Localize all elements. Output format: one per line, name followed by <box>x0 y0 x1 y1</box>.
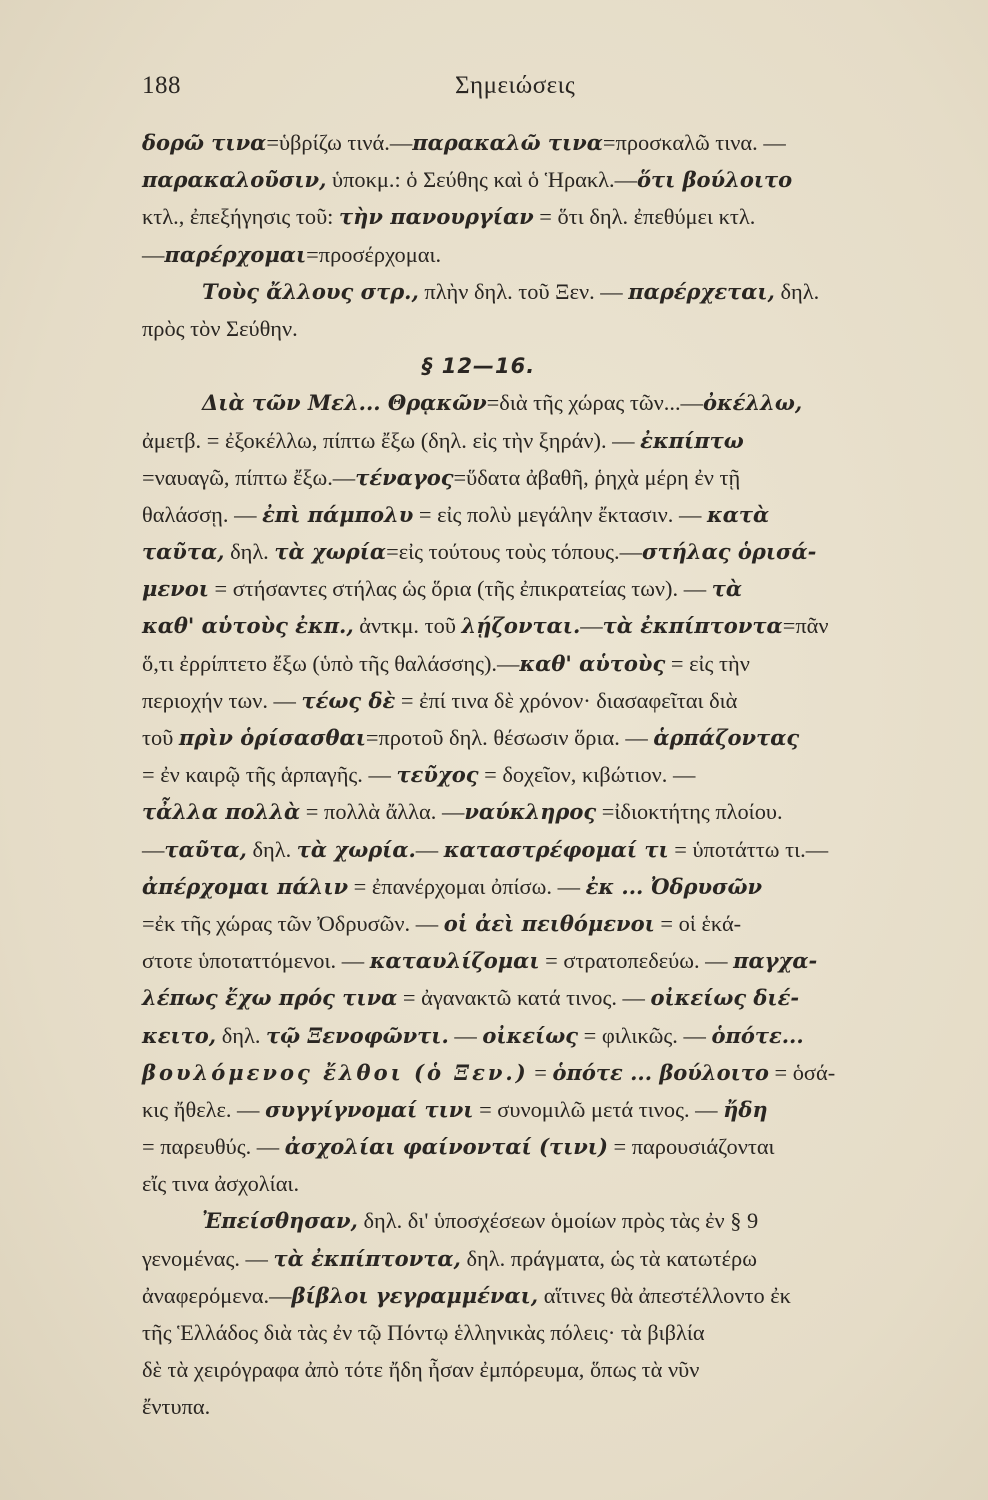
gloss: ἀναφερόμενα.— <box>142 1282 292 1308</box>
text-line <box>142 273 922 310</box>
lemma: ναύκληρος <box>464 799 597 825</box>
gloss: δὲ τὰ χειρόγραφα ἀπὸ τότε ἤδη ἦσαν ἐμπόρευμα, ὅπως τὰ νῦν <box>142 1357 700 1383</box>
lemma: παγχα- <box>733 948 818 974</box>
text-line <box>142 1240 922 1277</box>
gloss: = στήσαντες στήλας ὡς ὅρια (τῆς ἐπικρατείας των). — <box>208 576 712 602</box>
text-line <box>142 347 922 384</box>
gloss: = ὁσά- <box>768 1059 836 1085</box>
gloss: ἀντκμ. τοῦ <box>353 613 462 639</box>
gloss: πρὸς τὸν Σεύθην. <box>142 315 298 341</box>
text-line <box>142 979 922 1016</box>
gloss: =προτοῦ δηλ. θέσωσιν ὅρια. — <box>365 725 654 750</box>
gloss: ἀμετβ. = ἐξοκέλλω, πίπτω ἔξω (δηλ. εἰς τὴν ξηράν). — <box>142 427 641 453</box>
lemma: πρὶν ὁρίσασθαι <box>178 725 366 750</box>
lemma: συγγίγνομαί τινι <box>265 1096 474 1122</box>
gloss: ὅ,τι ἐρρίπτετο ἔξω (ὑπὸ τῆς θαλάσσης).— <box>142 650 520 676</box>
gloss: =εἰς τούτους τοὺς τόπους.— <box>386 539 643 565</box>
lemma: ἁρπάζοντας <box>653 725 800 750</box>
gloss: δηλ. πράγματα, ὡς τὰ κατωτέρω <box>460 1245 757 1271</box>
text-line <box>142 905 922 942</box>
text-line <box>142 1277 922 1314</box>
lemma: οἱ ἀεὶ πειθόμενοι <box>443 910 655 936</box>
running-head: Σημειώσεις <box>455 72 576 99</box>
lemma: τὰ <box>711 576 742 602</box>
lemma: τὰ ἐκπίπτοντα, <box>273 1245 461 1271</box>
gloss: — <box>415 836 444 862</box>
gloss: = οἱ ἑκά- <box>654 910 742 936</box>
gloss: = ἐπί τινα δὲ χρόνον· διασαφεῖται διὰ <box>395 687 738 713</box>
gloss: περιοχήν των. — <box>142 687 302 713</box>
gloss: = παρευθύς. — <box>142 1134 285 1160</box>
lemma: τἆλλα πολλὰ <box>142 799 301 825</box>
text-line <box>142 1128 922 1165</box>
gloss: = συνομιλῶ μετά τινος. — <box>473 1096 724 1122</box>
text-line <box>142 1165 922 1202</box>
text-line <box>142 1017 922 1054</box>
text-line <box>142 645 922 682</box>
lemma: τεῦχος <box>396 762 479 788</box>
lemma: κειτο, <box>142 1022 217 1048</box>
gloss: — <box>142 241 165 267</box>
text-line <box>142 496 922 533</box>
gloss: = δοχεῖον, κιβώτιον. — <box>478 762 696 788</box>
lemma: δορῶ τινα <box>142 130 267 155</box>
gloss: εἴς τινα ἀσχολίαι. <box>142 1171 300 1197</box>
lemma: οἰκείως <box>482 1022 578 1048</box>
lemma: ταῦτα, <box>164 836 247 862</box>
text-line <box>142 310 922 347</box>
text-line <box>142 1091 922 1128</box>
text-line <box>142 384 922 421</box>
gloss: πλὴν δηλ. τοῦ Ξεν. — <box>418 278 629 304</box>
page-number: 188 <box>142 72 181 99</box>
gloss: = ὑποτάττω τι.— <box>668 836 829 862</box>
text-line <box>142 1054 922 1091</box>
lemma: ἀπέρχομαι πάλιν <box>142 873 349 899</box>
gloss: ὑποκμ.: ὁ Σεύθης καὶ ὁ Ἡρακλ.— <box>326 167 637 193</box>
lemma: τῷ Ξενοφῶντι. <box>266 1022 449 1048</box>
lemma: λέπως ἔχω πρός τινα <box>142 985 398 1011</box>
gloss: =πᾶν <box>782 613 829 639</box>
gloss: δηλ. <box>224 539 275 565</box>
gloss: = πολλὰ ἄλλα. — <box>300 799 465 825</box>
gloss: = ἐπανέρχομαι ὀπίσω. — <box>348 873 586 899</box>
gloss: = στρατοπεδεύω. — <box>539 948 734 974</box>
text-line <box>142 236 922 273</box>
gloss: = ἀγανακτῶ κατά τινος. — <box>397 985 651 1011</box>
text-line <box>142 942 922 979</box>
text-line <box>142 1351 922 1388</box>
lemma: Ἐπείσθησαν, <box>202 1208 358 1234</box>
text-line <box>142 607 922 644</box>
lemma: ἀσχολίαι φαίνονταί (τινι) <box>284 1134 608 1160</box>
gloss: =ὑβρίζω τινά.— <box>266 130 413 155</box>
lemma: παρακαλοῦσιν, <box>142 167 327 193</box>
gloss: = φιλικῶς. — <box>578 1022 712 1048</box>
lemma: καταστρέφομαί τι <box>443 836 669 862</box>
lemma: τέως δὲ <box>301 687 396 713</box>
text-line <box>142 793 922 830</box>
gloss: = παρουσιάζονται <box>607 1134 775 1160</box>
gloss: =ὕδατα ἀβαθῆ, ῥηχὰ μέρη ἐν τῇ <box>453 464 741 490</box>
lemma: ἐκ ... Ὀδρυσῶν <box>585 873 763 899</box>
text-line <box>142 682 922 719</box>
lemma: τέναγος <box>355 464 454 490</box>
gloss: — <box>580 613 603 639</box>
lemma: καταυλίζομαι <box>369 948 540 974</box>
gloss: = ὅτι δηλ. ἐπεθύμει κτλ. <box>533 204 756 230</box>
lemma: παρέρχομαι <box>164 241 307 267</box>
text-line <box>142 198 922 235</box>
lemma: τὰ ἐκπίπτοντα <box>602 613 783 639</box>
gloss: =διὰ τῆς χώρας τῶν...— <box>486 390 703 416</box>
gloss: ἔντυπα. <box>142 1394 211 1420</box>
gloss: — <box>448 1022 483 1048</box>
lemma: βουλόμενος ἔλθοι (ὁ Ξεν.) <box>142 1059 529 1085</box>
gloss: δηλ. <box>216 1022 267 1048</box>
lemma: Διὰ τῶν Μελ... Θρᾳκῶν <box>202 390 487 416</box>
text-line <box>142 831 922 868</box>
gloss: = ἐν καιρῷ τῆς ἁρπαγῆς. — <box>142 762 397 788</box>
gloss: =ἰδιοκτήτης πλοίου. <box>596 799 783 825</box>
text-line <box>142 756 922 793</box>
gloss: δηλ. <box>246 836 297 862</box>
text-line <box>142 459 922 496</box>
gloss: αἵτινες θὰ ἀπεστέλλοντο ἐκ <box>538 1282 791 1308</box>
lemma: Τοὺς ἄλλους στρ., <box>202 278 419 304</box>
text-line <box>142 1314 922 1351</box>
text-line <box>142 1388 922 1425</box>
lemma: οἰκείως διέ- <box>650 985 800 1011</box>
notes-body <box>142 124 922 1426</box>
lemma: καθ' αὑτοὺς ἐκπ., <box>142 613 354 639</box>
gloss: θαλάσσῃ. — <box>142 501 263 527</box>
lemma: καθ' αὑτοὺς <box>519 650 666 676</box>
gloss: γενομένας. — <box>142 1245 274 1271</box>
gloss: — <box>142 836 165 862</box>
lemma: ὅτι βούλοιτο <box>637 167 793 193</box>
gloss: δηλ. δι' ὑποσχέσεων ὁμοίων πρὸς τὰς ἐν § 9 <box>357 1208 759 1234</box>
gloss: = εἰς τὴν <box>665 650 750 676</box>
text-line <box>142 124 922 161</box>
gloss: στοτε ὑποταττόμενοι. — <box>142 948 370 974</box>
lemma: στήλας ὁρισά- <box>642 539 817 565</box>
gloss: δηλ. <box>774 278 820 304</box>
text-line <box>142 868 922 905</box>
lemma: ὁπότε ... βούλοιτο <box>552 1059 769 1085</box>
lemma: ἐπὶ πάμπολυ <box>262 501 414 527</box>
gloss: κτλ., ἐπεξήγησις τοῦ: <box>142 204 339 230</box>
text-line <box>142 719 922 756</box>
lemma: παρακαλῶ τινα <box>412 130 603 155</box>
lemma: μενοι <box>142 576 209 602</box>
lemma: τὴν πανουργίαν <box>339 204 534 230</box>
gloss: =προσκαλῶ τινα. — <box>602 130 786 155</box>
gloss: =ἐκ τῆς χώρας τῶν Ὀδρυσῶν. — <box>142 910 444 936</box>
gloss: =ναυαγῶ, πίπτω ἔξω.— <box>142 464 356 490</box>
lemma: βίβλοι γεγραμμέναι, <box>291 1282 539 1308</box>
lemma: ὁπότε... <box>711 1022 804 1048</box>
gloss: = <box>528 1059 553 1085</box>
lemma: ἐκπίπτω <box>640 427 744 453</box>
text-line <box>142 533 922 570</box>
lemma: τὰ χωρία. <box>296 836 416 862</box>
section-heading: § 12—16. <box>422 354 536 379</box>
lemma: ταῦτα, <box>142 539 225 565</box>
lemma: ὀκέλλω, <box>702 390 803 416</box>
text-line <box>142 1202 922 1239</box>
lemma: κατὰ <box>706 501 770 527</box>
text-line <box>142 422 922 459</box>
gloss: κις ἤθελε. — <box>142 1096 266 1122</box>
gloss: τῆς Ἑλλάδος διὰ τὰς ἐν τῷ Πόντῳ ἑλληνικὰς πόλεις· τὰ βιβλία <box>142 1320 705 1345</box>
text-line <box>142 570 922 607</box>
lemma: παρέρχεται, <box>628 278 775 304</box>
lemma: ἤδη <box>723 1096 768 1122</box>
gloss: τοῦ <box>142 725 179 750</box>
gloss: = εἰς πολὺ μεγάλην ἔκτασιν. — <box>413 501 707 527</box>
text-line <box>142 161 922 198</box>
lemma: τὰ χωρία <box>274 539 387 565</box>
lemma: λῄζονται. <box>461 613 581 639</box>
gloss: =προσέρχομαι. <box>306 241 442 267</box>
